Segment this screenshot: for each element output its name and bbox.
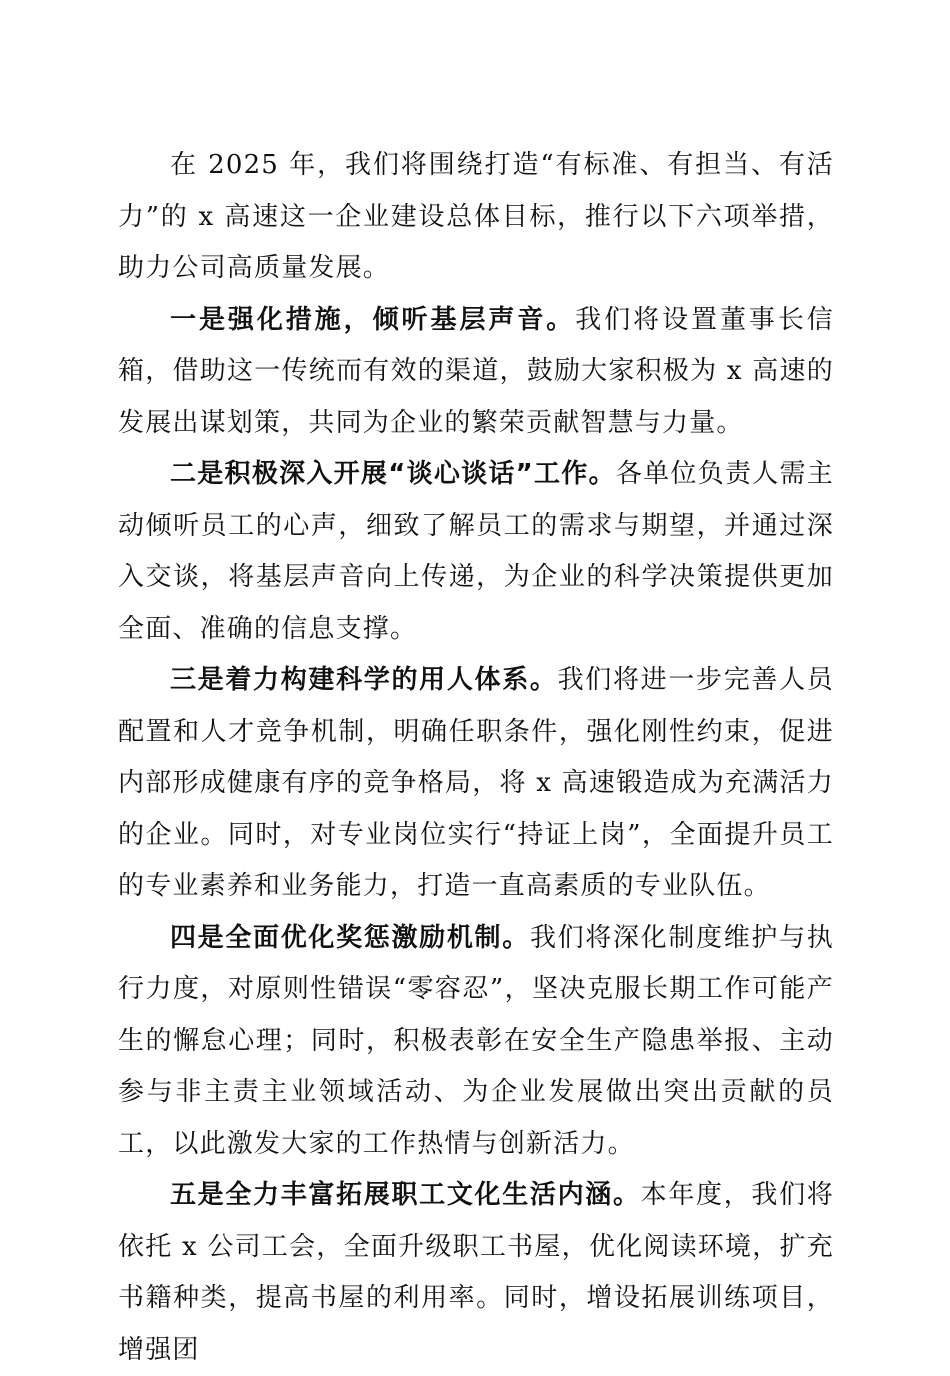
paragraph-measure-3 — [118, 655, 834, 913]
paragraph-measure-5 — [118, 1170, 834, 1376]
paragraph-lead: 四是全面优化奖惩激励机制。 — [170, 922, 530, 953]
paragraph-measure-1 — [118, 295, 834, 450]
paragraph-lead: 一是强化措施，倾听基层声音。 — [170, 304, 576, 335]
paragraph-body: 本年度，我们将依托 x 公司工会，全面升级职工书屋，优化阅读环境，扩充书籍种类，提高书屋的利用率。同时，增设拓展训练项目，增强团 — [118, 1180, 834, 1365]
paragraph-intro — [118, 140, 834, 295]
paragraph-measure-4 — [118, 913, 834, 1171]
document-body — [118, 140, 834, 1376]
paragraph-body: 在 2025 年，我们将围绕打造“有标准、有担当、有活力”的 x 高速这一企业建设总体目标，推行以下六项举措，助力公司高质量发展。 — [118, 150, 834, 283]
paragraph-lead: 三是着力构建科学的用人体系。 — [170, 665, 558, 695]
paragraph-body: 我们将进一步完善人员配置和人才竞争机制，明确任职条件，强化刚性约束，促进内部形成健康有序的竞争格局，将 x 高速锻造成为充满活力的企业。同时，对专业岗位实行“持证上岗”，全面提升员工的专业素养和业务能力，打造一直高素质的专业队伍。 — [118, 665, 834, 901]
paragraph-lead: 二是积极深入开展“谈心谈话”工作。 — [170, 459, 616, 489]
paragraph-body: 我们将深化制度维护与执行力度，对原则性错误“零容忍”，坚决克服长期工作可能产生的懈怠心理；同时，积极表彰在安全生产隐患举报、主动参与非主责主业领域活动、为企业发展做出突出贡献的员工，以此激发大家的工作热情与创新活力。 — [118, 922, 835, 1159]
paragraph-lead: 五是全力丰富拓展职工文化生活内涵。 — [170, 1180, 641, 1210]
paragraph-measure-2 — [118, 449, 834, 655]
paragraph-body: 各单位负责人需主动倾听员工的心声，细致了解员工的需求与期望，并通过深入交谈，将基层声音向上传递，为企业的科学决策提供更加全面、准确的信息支撑。 — [118, 459, 835, 644]
paragraph-body: 我们将设置董事长信箱，借助这一传统而有效的渠道，鼓励大家积极为 x 高速的发展出谋划策，共同为企业的繁荣贡献智慧与力量。 — [118, 304, 834, 438]
